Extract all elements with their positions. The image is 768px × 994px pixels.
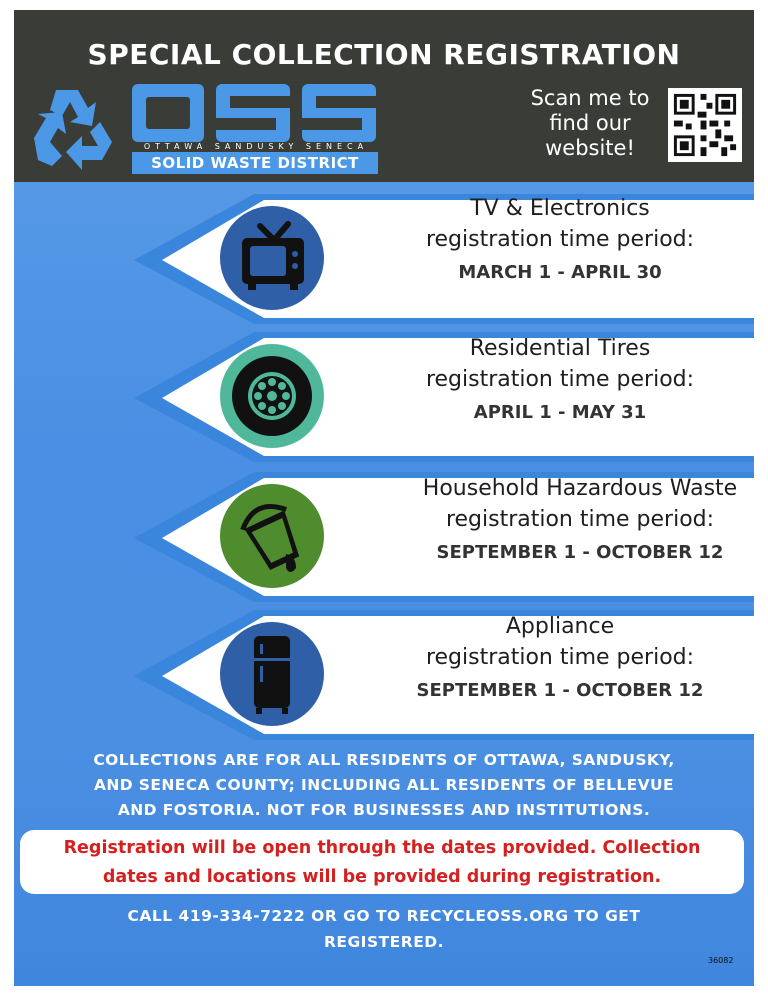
tire-icon-circle [220,344,324,448]
qr-code[interactable] [668,88,742,162]
tv-icon-circle [220,206,324,310]
page-title: SPECIAL COLLECTION REGISTRATION [87,38,681,71]
document-code: 36082 [708,956,734,965]
eligibility-line-2: AND SENECA COUNTY; INCLUDING ALL RESIDENTS OF BELLEVUE [93,776,675,794]
flyer [14,10,754,986]
call-line-1[interactable]: CALL 419-334-7222 OR GO TO RECYCLEOSS.ORG TO GET [127,907,641,925]
scan-line-2: find our [549,111,631,135]
collection-dates: APRIL 1 - MAY 31 [473,402,647,423]
collection-dates: SEPTEMBER 1 - OCTOBER 12 [416,680,704,701]
collection-name: Residential Tires [469,336,651,361]
eligibility-line-3: AND FOSTORIA. NOT FOR BUSINESSES AND INSTITUTIONS. [117,801,651,819]
call-line-2: REGISTERED. [323,933,445,951]
paint-bucket-icon [220,484,324,588]
registration-notice [20,830,744,894]
header [14,10,754,182]
call-to-action [14,903,754,955]
collection-dates: SEPTEMBER 1 - OCTOBER 12 [436,542,724,563]
logo-counties: OTTAWA SANDUSKY SENECA [143,142,369,151]
scan-line-3: website! [545,136,635,160]
collection-period-label: registration time period: [425,645,695,670]
collection-hhw [410,474,750,570]
paint-bucket-icon-circle [220,484,324,588]
collection-name: TV & Electronics [470,196,650,221]
recycle-icon [26,82,120,172]
collection-dates: MARCH 1 - APRIL 30 [458,262,662,283]
eligibility-text [14,748,754,823]
collection-appliance [410,612,710,708]
collection-tv [410,194,710,290]
notice-line-1: Registration will be open through the dates provided. Collection [63,838,701,858]
collection-period-label: registration time period: [445,507,715,532]
notice-line-2: dates and locations will be provided during registration. [102,867,662,887]
refrigerator-icon [220,622,324,726]
tv-icon [220,206,324,310]
collection-period-label: registration time period: [425,227,695,252]
collection-period-label: registration time period: [425,367,695,392]
collection-name: Appliance [505,614,615,639]
oss-logo [132,84,378,150]
scan-text [514,86,666,161]
refrigerator-icon-circle [220,622,324,726]
collection-tires [410,334,710,430]
logo-district: SOLID WASTE DISTRICT [132,152,378,174]
scan-line-1: Scan me to [530,86,650,110]
collection-name: Household Hazardous Waste [422,476,738,501]
eligibility-line-1: COLLECTIONS ARE FOR ALL RESIDENTS OF OTTAWA, SANDUSKY, [93,751,675,769]
tire-icon [220,344,324,448]
